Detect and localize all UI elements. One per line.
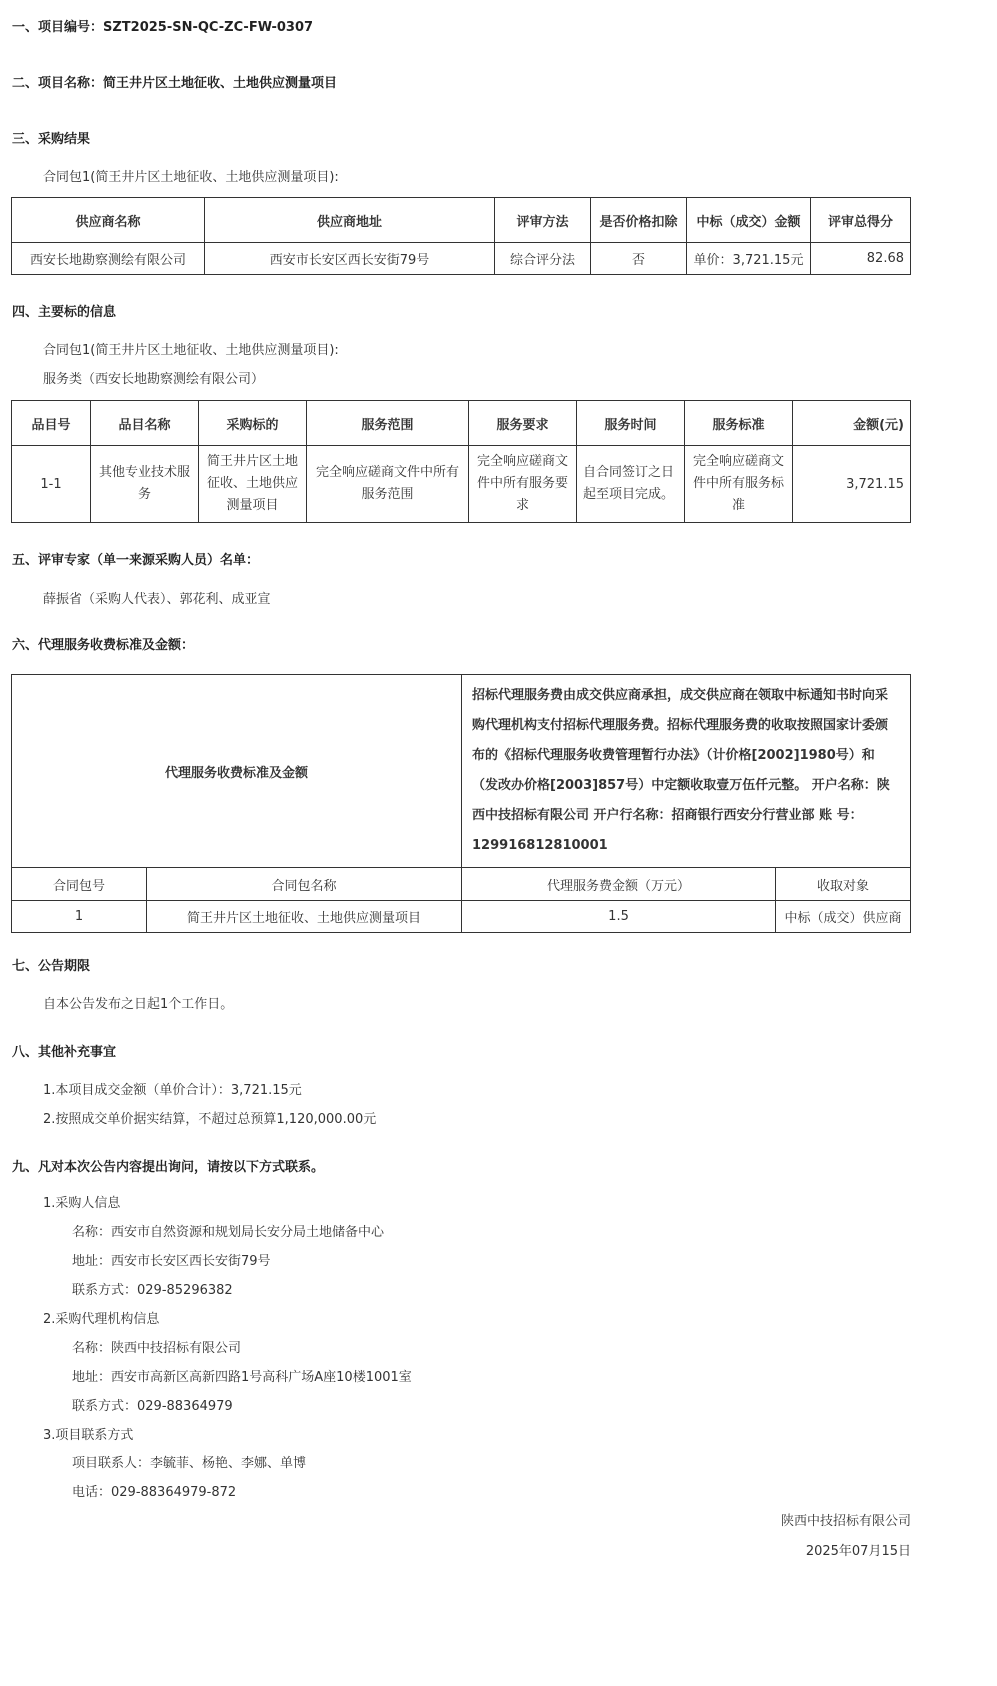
cell-item-no: 1-1 bbox=[12, 446, 91, 523]
section-6-title: 六、代理服务收费标准及金额： bbox=[12, 638, 195, 653]
col-review-method: 评审方法 bbox=[495, 198, 591, 243]
cell-price-deduction: 否 bbox=[591, 243, 687, 275]
agency-name: 名称：陕西中技招标有限公司 bbox=[72, 1341, 242, 1356]
section-4-title: 四、主要标的信息 bbox=[12, 305, 117, 320]
buyer-address: 地址：西安市长安区西长安街79号 bbox=[72, 1254, 271, 1269]
table-row bbox=[12, 243, 911, 275]
fee-description: 招标代理服务费由成交供应商承担，成交供应商在领取中标通知书时向采购代理机构支付招标代理服务费。招标代理服务费的收取按照国家计委颁布的《招标代理服务收费管理暂行办法》（计价格[2002]1980号）和（发改办价格[2003]857号）中定额收取壹万伍仟元整。 开户名称：陕西中技招标有限公司 开户行名称：招商银行西安分行营业部 账 号：129916812810001 bbox=[462, 675, 911, 868]
subject-table-header bbox=[12, 401, 911, 446]
section-4-category: 服务类（西安长地勘察测绘有限公司） bbox=[43, 372, 265, 387]
col-item-name: 品目名称 bbox=[91, 401, 199, 446]
project-contact-title: 3.项目联系方式 bbox=[43, 1428, 134, 1443]
section-4-package: 合同包1(简王井片区土地征收、土地供应测量项目): bbox=[43, 343, 339, 358]
cell-service-time: 自合同签订之日起至项目完成。 bbox=[577, 446, 685, 523]
col-award-amount: 中标（成交）金额 bbox=[687, 198, 811, 243]
fee-label: 代理服务收费标准及金额 bbox=[12, 675, 462, 868]
signature-company: 陕西中技招标有限公司 bbox=[780, 1514, 911, 1529]
cell-item-name: 其他专业技术服务 bbox=[91, 446, 199, 523]
cell-service-requirement: 完全响应磋商文件中所有服务要求 bbox=[469, 446, 577, 523]
section-8-title: 八、其他补充事宜 bbox=[12, 1045, 117, 1060]
section-5-title: 五、评审专家（单一来源采购人员）名单： bbox=[12, 553, 260, 568]
cell-package-name: 简王井片区土地征收、土地供应测量项目 bbox=[147, 901, 462, 933]
cell-amount: 3,721.15 bbox=[793, 446, 911, 523]
cell-award-amount: 单价：3,721.15元 bbox=[687, 243, 811, 275]
buyer-name: 名称：西安市自然资源和规划局长安分局土地储备中心 bbox=[72, 1225, 385, 1240]
col-fee-payer: 收取对象 bbox=[776, 868, 911, 901]
buyer-info-title: 1.采购人信息 bbox=[43, 1196, 121, 1211]
project-number: 一、项目编号：SZT2025-SN-QC-ZC-FW-0307 bbox=[12, 20, 314, 35]
agency-info-title: 2.采购代理机构信息 bbox=[43, 1312, 160, 1327]
col-supplier-address: 供应商地址 bbox=[205, 198, 495, 243]
cell-total-score: 82.68 bbox=[811, 243, 911, 275]
col-service-time: 服务时间 bbox=[577, 401, 685, 446]
supplement-item-2: 2.按照成交单价据实结算，不超过总预算1,120,000.00元 bbox=[43, 1112, 377, 1127]
cell-service-scope: 完全响应磋商文件中所有服务范围 bbox=[307, 446, 469, 523]
col-package-name: 合同包名称 bbox=[147, 868, 462, 901]
fee-table bbox=[11, 674, 911, 933]
col-fee-amount: 代理服务费金额（万元） bbox=[462, 868, 776, 901]
col-amount: 金额(元) bbox=[793, 401, 911, 446]
section-9-title: 九、凡对本次公告内容提出询问，请按以下方式联系。 bbox=[12, 1160, 325, 1175]
section-3-title: 三、采购结果 bbox=[12, 132, 91, 147]
cell-fee-amount: 1.5 bbox=[462, 901, 776, 933]
cell-subject: 简王井片区土地征收、土地供应测量项目 bbox=[199, 446, 307, 523]
cell-review-method: 综合评分法 bbox=[495, 243, 591, 275]
cell-service-standard: 完全响应磋商文件中所有服务标准 bbox=[685, 446, 793, 523]
cell-supplier-address: 西安市长安区西长安街79号 bbox=[205, 243, 495, 275]
col-service-scope: 服务范围 bbox=[307, 401, 469, 446]
result-table bbox=[11, 197, 911, 275]
expert-names: 薛振省（采购人代表）、郭花利、成亚宣 bbox=[43, 592, 271, 607]
col-subject: 采购标的 bbox=[199, 401, 307, 446]
notice-period: 自本公告发布之日起1个工作日。 bbox=[43, 997, 234, 1012]
buyer-phone: 联系方式：029-85296382 bbox=[72, 1283, 233, 1298]
supplement-item-1: 1.本项目成交金额（单价合计）：3,721.15元 bbox=[43, 1083, 302, 1098]
col-service-requirement: 服务要求 bbox=[469, 401, 577, 446]
col-total-score: 评审总得分 bbox=[811, 198, 911, 243]
table-row bbox=[12, 446, 911, 523]
cell-package-no: 1 bbox=[12, 901, 147, 933]
col-package-no: 合同包号 bbox=[12, 868, 147, 901]
agency-phone: 联系方式：029-88364979 bbox=[72, 1399, 233, 1414]
project-contact-person: 项目联系人：李毓菲、杨艳、李娜、单博 bbox=[72, 1456, 307, 1471]
fee-table-header bbox=[12, 868, 911, 901]
cell-fee-payer: 中标（成交）供应商 bbox=[776, 901, 911, 933]
signature-date: 2025年07月15日 bbox=[805, 1544, 911, 1559]
col-price-deduction: 是否价格扣除 bbox=[591, 198, 687, 243]
section-3-package: 合同包1(简王井片区土地征收、土地供应测量项目): bbox=[43, 170, 339, 185]
table-row bbox=[12, 901, 911, 933]
project-name: 二、项目名称：简王井片区土地征收、土地供应测量项目 bbox=[12, 76, 338, 91]
col-supplier-name: 供应商名称 bbox=[12, 198, 205, 243]
project-contact-phone: 电话：029-88364979-872 bbox=[72, 1485, 237, 1500]
result-table-header bbox=[12, 198, 911, 243]
agency-address: 地址：西安市高新区高新四路1号高科广场A座10楼1001室 bbox=[72, 1370, 412, 1385]
subject-table bbox=[11, 400, 911, 523]
col-service-standard: 服务标准 bbox=[685, 401, 793, 446]
col-item-no: 品目号 bbox=[12, 401, 91, 446]
cell-supplier-name: 西安长地勘察测绘有限公司 bbox=[12, 243, 205, 275]
section-7-title: 七、公告期限 bbox=[12, 959, 91, 974]
fee-description-row bbox=[12, 675, 911, 868]
